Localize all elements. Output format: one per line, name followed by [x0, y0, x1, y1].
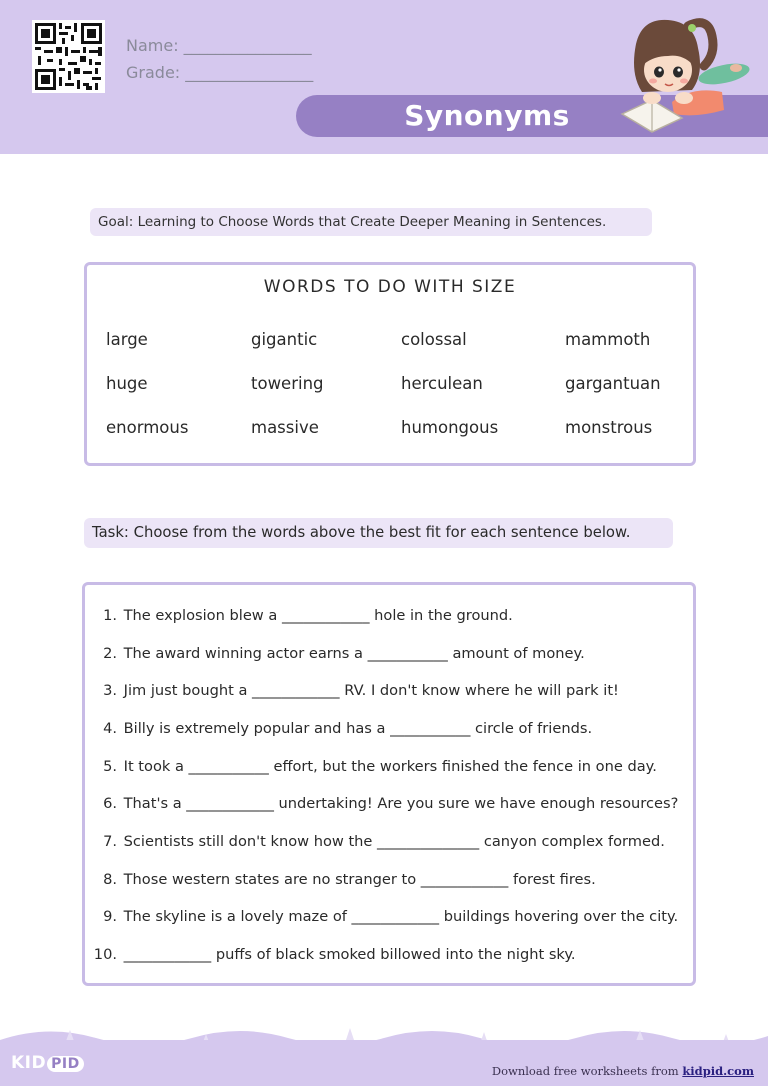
name-field: Name: ________________: [126, 36, 312, 55]
sentence-item: [97, 607, 513, 624]
word-item: enormous: [106, 418, 189, 437]
sentence-text: Scientists still don't know how the ______________ canyon complex formed.: [123, 833, 665, 850]
sentence-item: [97, 908, 678, 925]
sentence-number: 10.: [93, 946, 117, 963]
sentence-item: [97, 682, 619, 699]
sentence-item: [97, 871, 596, 888]
word-item: towering: [251, 374, 324, 393]
word-item: gigantic: [251, 330, 318, 349]
sentence-number: 9.: [103, 908, 117, 925]
footer-band: [0, 1040, 768, 1086]
word-item: huge: [106, 374, 148, 393]
sentence-number: 5.: [103, 758, 117, 775]
sentence-item: [97, 645, 585, 662]
logo-pid: PID: [47, 1056, 84, 1072]
sentence-text: The skyline is a lovely maze of ____________ buildings hovering over the city.: [123, 908, 679, 925]
task-text: Task: Choose from the words above the best fit for each sentence below.: [84, 518, 673, 548]
sentence-text: The explosion blew a ____________ hole in the ground.: [123, 607, 513, 624]
sentence-text: Those western states are no stranger to ____________ forest fires.: [123, 871, 596, 888]
sentence-text: ____________ puffs of black smoked billowed into the night sky.: [123, 946, 576, 963]
sentence-box: [82, 582, 696, 986]
sentence-number: 2.: [103, 645, 117, 662]
sentence-item: [97, 758, 657, 775]
sentence-number: 4.: [103, 720, 117, 737]
page-title: Synonyms: [404, 99, 570, 132]
word-item: humongous: [401, 418, 499, 437]
grade-field: Grade: ________________: [126, 63, 314, 82]
sentence-item: [97, 720, 592, 737]
word-item: massive: [251, 418, 319, 437]
sentence-number: 7.: [103, 833, 117, 850]
download-text: Download free worksheets from: [491, 1064, 683, 1078]
download-note: [492, 1064, 754, 1078]
sentence-item: [89, 946, 576, 963]
sentence-text: Jim just bought a ____________ RV. I don't know where he will park it!: [123, 682, 619, 699]
word-item: large: [106, 330, 148, 349]
sentence-number: 8.: [103, 871, 117, 888]
word-item: monstrous: [565, 418, 653, 437]
word-item: mammoth: [565, 330, 651, 349]
sentence-item: [97, 833, 665, 850]
girl-reading-book-icon: [612, 14, 757, 138]
qr-code-icon: [32, 20, 105, 93]
sentence-text: It took a ___________ effort, but the workers finished the fence in one day.: [123, 758, 657, 775]
word-item: herculean: [401, 374, 483, 393]
download-link[interactable]: kidpid.com: [682, 1064, 754, 1078]
sentence-text: That's a ____________ undertaking! Are you sure we have enough resources?: [123, 795, 679, 812]
sentence-number: 6.: [103, 795, 117, 812]
sentence-item: [97, 795, 678, 812]
word-item: gargantuan: [565, 374, 661, 393]
word-item: colossal: [401, 330, 467, 349]
sentence-number: 1.: [103, 607, 117, 624]
logo-main: KID: [11, 1053, 47, 1073]
goal-text: Goal: Learning to Choose Words that Create Deeper Meaning in Sentences.: [90, 208, 652, 236]
kidpid-logo: [11, 1053, 84, 1073]
word-box-title: WORDS TO DO WITH SIZE: [263, 277, 517, 297]
sentence-text: The award winning actor earns a ___________ amount of money.: [123, 645, 585, 662]
sentence-number: 3.: [103, 682, 117, 699]
sentence-text: Billy is extremely popular and has a ___________ circle of friends.: [123, 720, 593, 737]
